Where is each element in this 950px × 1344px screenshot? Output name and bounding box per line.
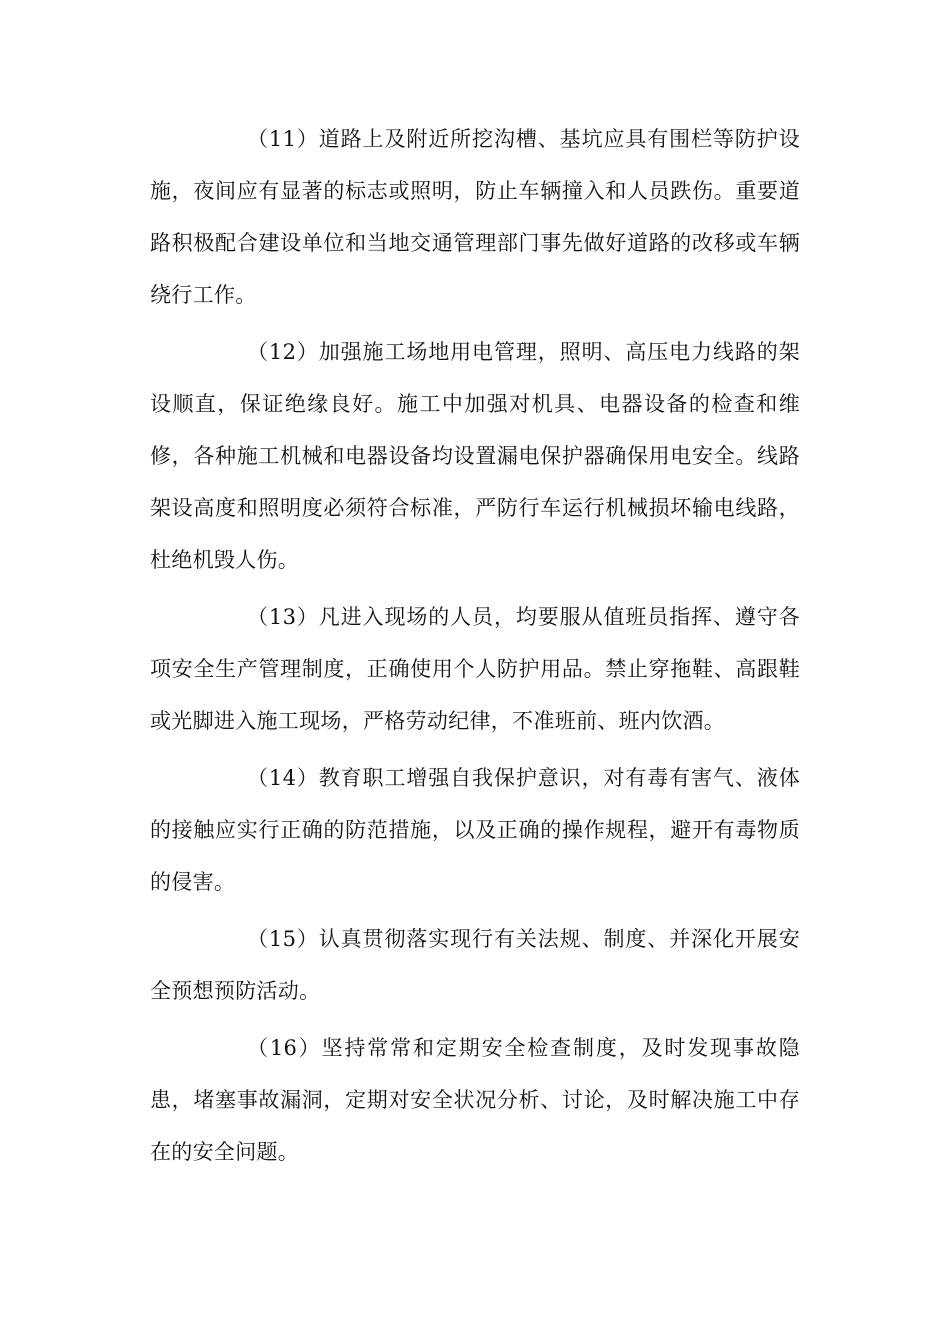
paragraph-13: （13）凡进入现场的人员，均要服从值班员指挥、遵守各项安全生产管理制度，正确使用个人防护用品。禁止穿拖鞋、高跟鞋或光脚进入施工现场，严格劳动纪律，不准班前、班内饮酒。 xyxy=(150,605,800,733)
paragraph-16: （16）坚持常常和定期安全检查制度，及时发现事故隐患，堵塞事故漏洞，定期对安全状况分析、讨论，及时解决施工中存在的安全问题。 xyxy=(150,1036,800,1164)
paragraph-14: （14）教育职工增强自我保护意识，对有毒有害气、液体的接触应实行正确的防范措施，以及正确的操作规程，避开有毒物质的侵害。 xyxy=(150,766,800,894)
document-page xyxy=(150,113,800,1183)
paragraph-12: （12）加强施工场地用电管理，照明、高压电力线路的架设顺直，保证绝缘良好。施工中加强对机具、电器设备的检查和维修，各种施工机械和电器设备均设置漏电保护器确保用电安全。线路架设高度和照明度必须符合标准，严防行车运行机械损坏输电线路，杜绝机毁人伤。 xyxy=(150,340,800,572)
paragraph-11: （11）道路上及附近所挖沟槽、基坑应具有围栏等防护设施，夜间应有显著的标志或照明，防止车辆撞入和人员跌伤。重要道路积极配合建设单位和当地交通管理部门事先做好道路的改移或车辆绕行工作。 xyxy=(150,127,800,307)
paragraph-15: （15）认真贯彻落实现行有关法规、制度、并深化开展安全预想预防活动。 xyxy=(150,927,800,1003)
